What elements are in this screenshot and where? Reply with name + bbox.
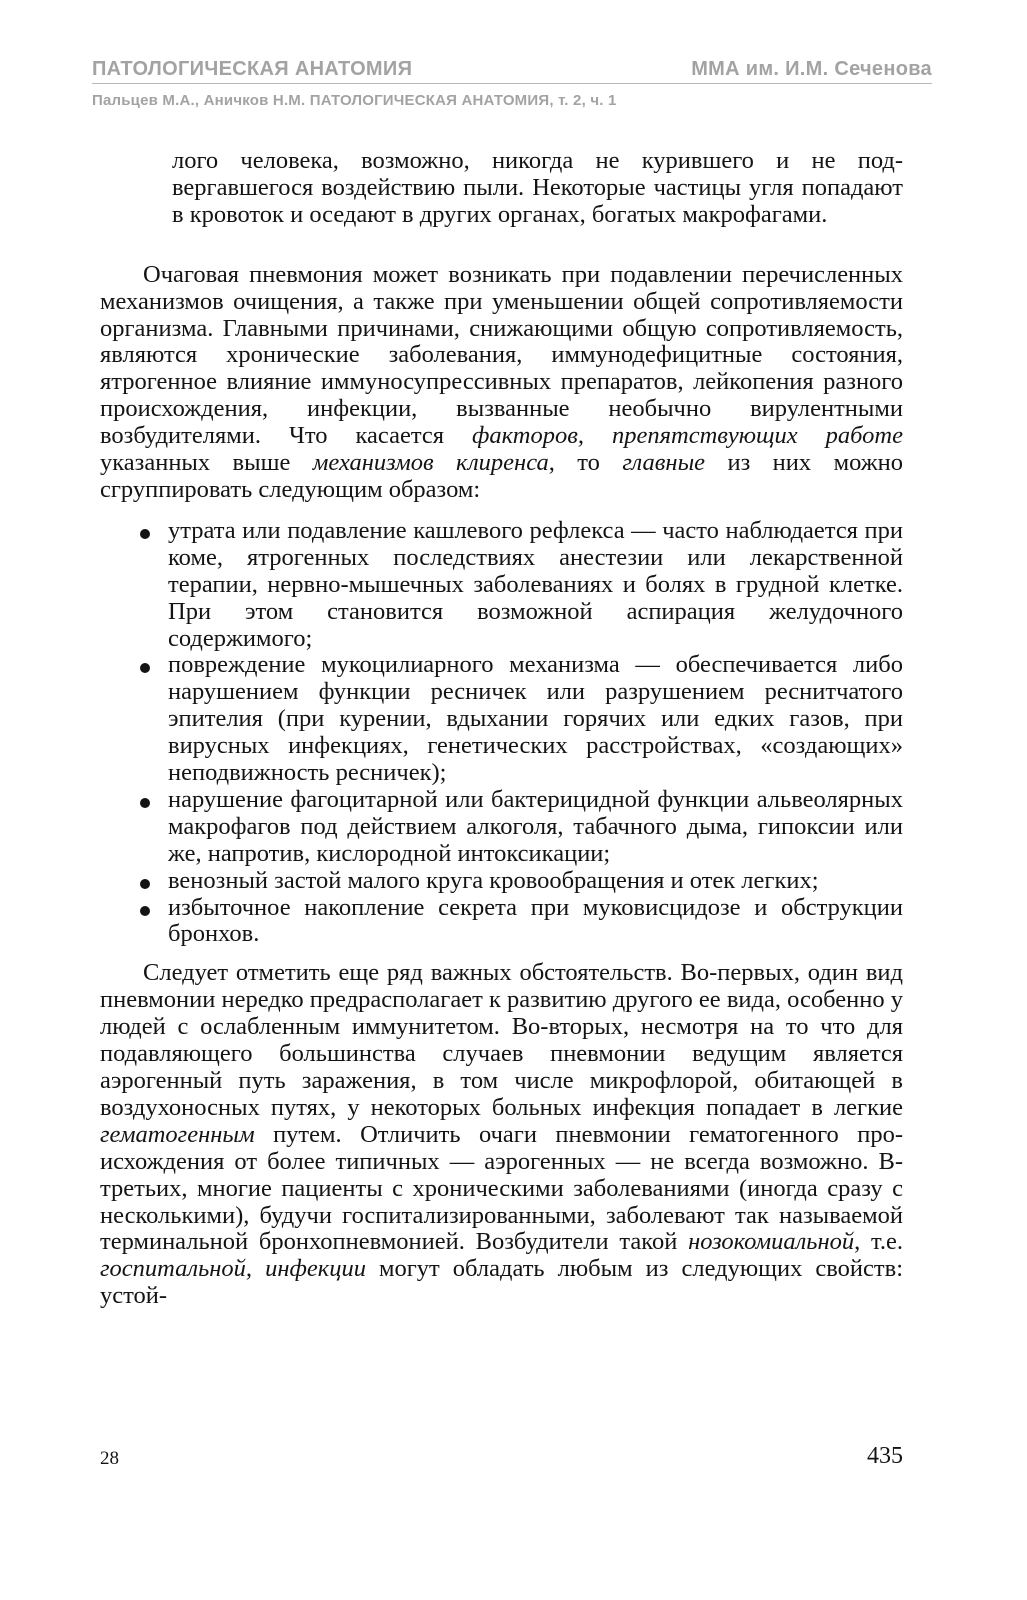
bullet-list bbox=[100, 518, 903, 949]
page-body bbox=[100, 148, 903, 1310]
italic-run: факторов, препятствующих работе bbox=[472, 422, 903, 450]
text-run: путем. Отличить очаги пневмонии гематогенного происхождения от более типичных — аэрогенных — не всегда возможно. В-третьих, многие пациенты с хроническими заболеваниями (иногда сразу с несколькими), будучи госпитализированными, заболевают так называемой терминальной бронхопневмонией. Возбудители такой bbox=[100, 1120, 903, 1256]
header-subtitle: Пальцев М.А., Аничков Н.М. ПАТОЛОГИЧЕСКАЯ АНАТОМИЯ, т. 2, ч. 1 bbox=[92, 92, 617, 109]
list-item-text: венозный застой малого круга кровообращения и отек легких; bbox=[168, 866, 819, 894]
text-run: , то bbox=[548, 449, 623, 477]
italic-run: нозокомиальной bbox=[688, 1228, 855, 1256]
list-item-text: повреждение мукоцилиарного механизма — обеспечивается либо нарушением функции ресничек или разрушением реснитчатого эпителия (при курении, вдыхании горячих или едких газов, при вирусных инфекциях, генетических расстройствах, «создающих» неподвижность ресничек); bbox=[168, 651, 903, 787]
list-item bbox=[100, 895, 903, 949]
italic-run: главные bbox=[622, 449, 706, 477]
text-run: из них можно сгруппировать следующим образом: bbox=[100, 449, 904, 503]
text-run: Очаговая пневмония может возникать при подавлении перечисленных механизмов очищения, а также при уменьшении общей сопротивляемости организма. Главными причинами, снижающими общую сопротивляемость, являются хронические заболевания, иммунодефицитные состояния, ятрогенное влияние иммуносупрессивных препаратов, лейкопения разного происхождения, инфекции, вызванные необычно вирулентными возбудителями. Что касается bbox=[100, 260, 903, 450]
list-item-text: утрата или подавление кашлевого рефлекса — часто наблюдается при коме, ятрогенных последствиях анестезии или лекарственной терапии, нервно-мышечных заболеваниях и болях в грудной клетке. При этом становится возможной аспирация желудочного содержимого; bbox=[168, 516, 903, 652]
intro-paragraph: лого человека, возможно, никогда не курившего и не подвергавшегося воздействию пыли. Некоторые частицы угля попадают в кровоток и оседают в других органах, богатых макрофагами. bbox=[172, 147, 903, 228]
header-institution: ММА им. И.М. Сеченова bbox=[691, 58, 932, 80]
paragraph-focal-pneumonia bbox=[100, 262, 903, 504]
bullet-icon bbox=[140, 798, 150, 808]
italic-run: механизмов клиренса bbox=[312, 449, 549, 477]
text-run: Следует отметить еще ряд важных обстоятельств. Во-первых, один вид пневмонии нередко предрасполагает к развитию другого ее вида, особенно у людей с ослабленным иммунитетом. Во-вторых, несмотря на то что для подавляющего большинства случаев пневмонии ведущим является аэрогенный путь заражения, в том числе микрофлорой, обитающей в воздухоносных путях, у некоторых больных инфекция попадает в легкие bbox=[100, 959, 903, 1121]
signature-mark: 28 bbox=[100, 1448, 119, 1469]
bullet-icon bbox=[140, 879, 150, 889]
list-item bbox=[100, 787, 903, 868]
list-item-text: избыточное накопление секрета при муковисцидозе и обструкции бронхов. bbox=[168, 893, 903, 948]
text-run: могут обладать любым из следующих свойств: устой- bbox=[100, 1255, 903, 1310]
page-number: 435 bbox=[867, 1443, 903, 1469]
list-item bbox=[100, 518, 903, 653]
paragraph-circumstances bbox=[100, 960, 903, 1310]
text-run: , т.е. bbox=[854, 1228, 903, 1256]
list-item bbox=[100, 652, 903, 787]
bullet-icon bbox=[140, 663, 150, 673]
header-title: ПАТОЛОГИЧЕСКАЯ АНАТОМИЯ bbox=[92, 58, 413, 80]
header-rule bbox=[92, 83, 932, 84]
text-run: указанных выше bbox=[100, 449, 313, 477]
list-item-text: нарушение фагоцитарной или бактерицидной функции альвеолярных макрофагов под действием алкоголя, табачного дыма, гипоксии или же, напротив, кислородной интоксикации; bbox=[168, 785, 903, 867]
italic-run: гематогенным bbox=[100, 1120, 255, 1148]
running-header bbox=[92, 58, 932, 84]
list-item bbox=[100, 868, 903, 895]
bullet-icon bbox=[140, 529, 150, 539]
bullet-icon bbox=[140, 906, 150, 916]
italic-run: госпитальной, инфекции bbox=[100, 1255, 366, 1283]
